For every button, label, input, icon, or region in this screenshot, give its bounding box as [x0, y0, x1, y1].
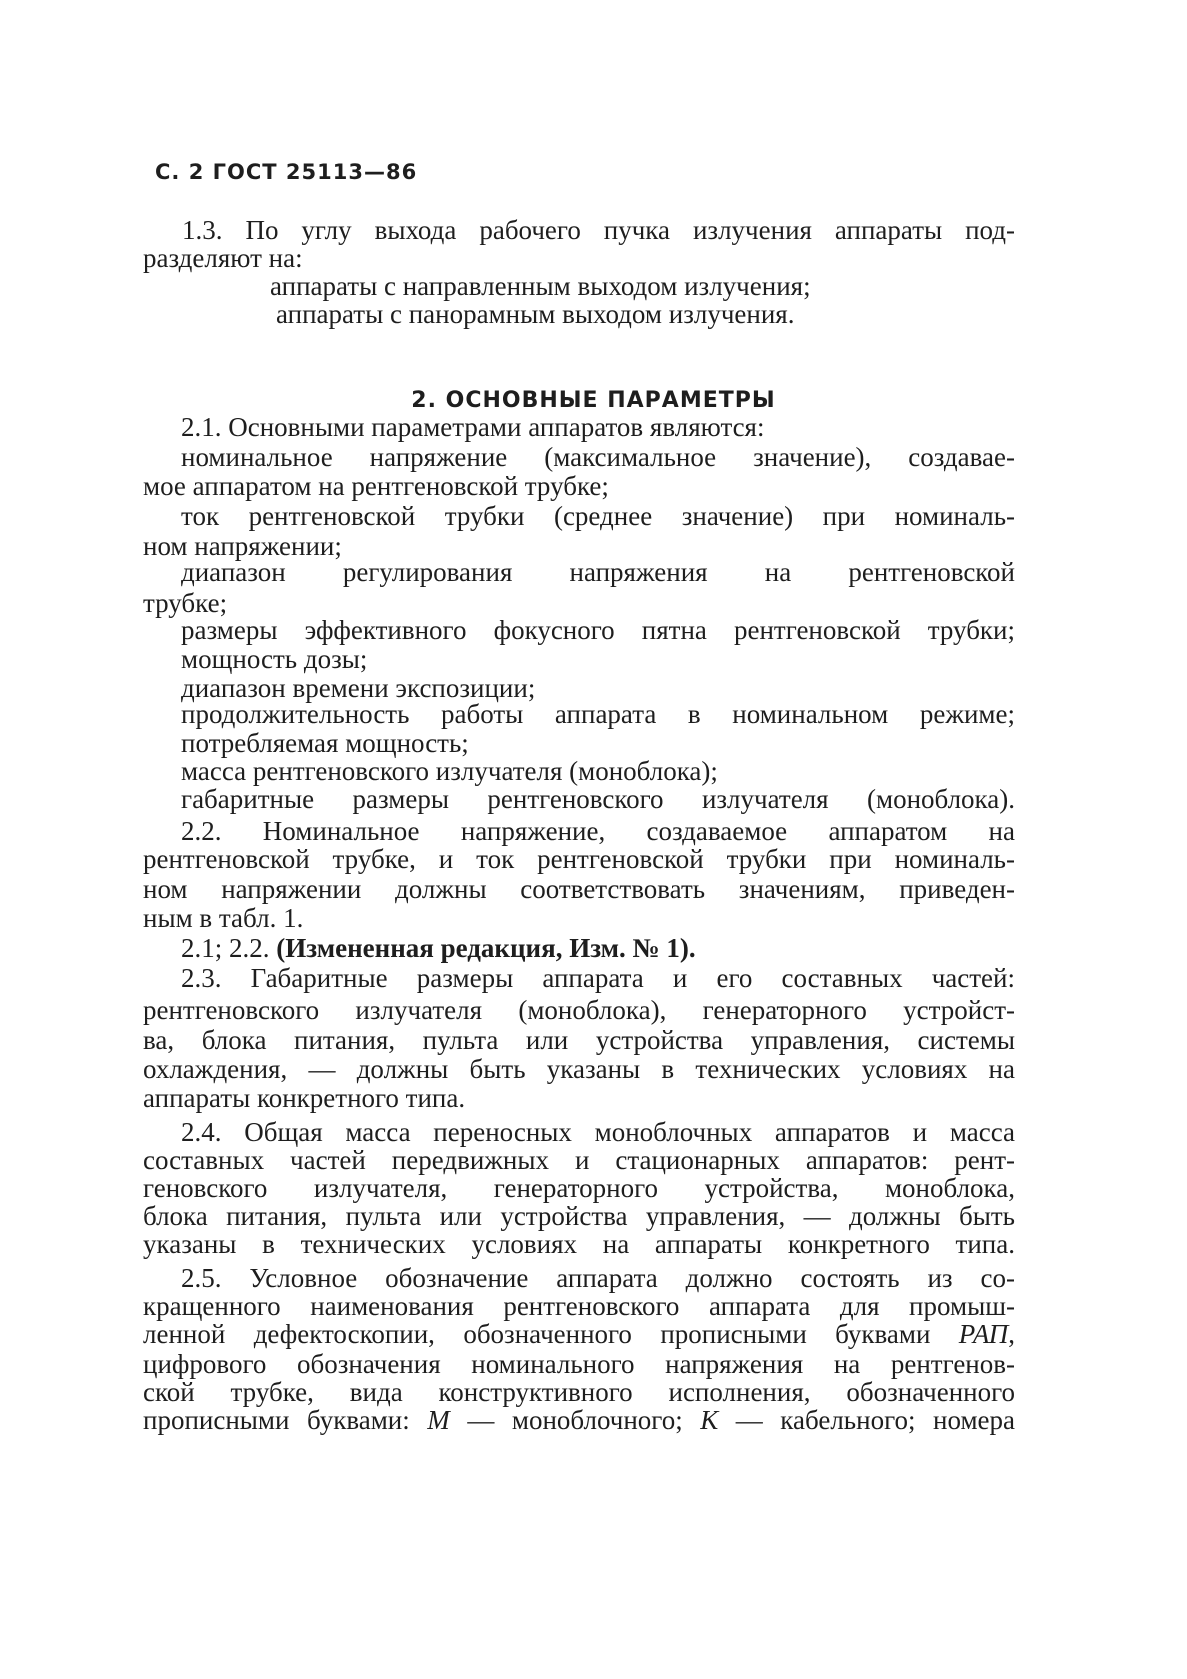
text-line: ном напряжении; — [143, 531, 342, 561]
text-line: составных частей передвижных и стационарных аппаратов: рент- — [143, 1145, 1015, 1175]
text-line: диапазон времени экспозиции; — [181, 673, 536, 703]
text-line: ном напряжении должны соответствовать значениям, приведен- — [143, 874, 1015, 904]
text-segment: ленной дефектоскопии, обозначенного прописными буквами — [143, 1319, 931, 1349]
letter-k: К — [700, 1405, 719, 1435]
text-line: ток рентгеновской трубки (среднее значение) при номиналь- — [181, 501, 1015, 531]
section-title: 2. ОСНОВНЫЕ ПАРАМЕТРЫ — [411, 388, 776, 413]
text-line: цифрового обозначения номинального напряжения на рентгенов- — [143, 1349, 1015, 1379]
text-line: размеры эффективного фокусного пятна рентгеновской трубки; — [181, 615, 1015, 645]
text-line: аппараты с направленным выходом излучения; — [270, 271, 811, 301]
text-line — [143, 1404, 1015, 1436]
text-line: указаны в технических условиях на аппараты конкретного типа. — [143, 1229, 1015, 1259]
page-header: С. 2 ГОСТ 25113—86 — [155, 160, 418, 184]
text-line: 1.3. По углу выхода рабочего пучка излучения аппараты под- — [182, 215, 1015, 245]
text-line — [143, 1318, 1015, 1350]
text-line: ской трубке, вида конструктивного исполнения, обозначенного — [143, 1377, 1015, 1407]
amendment-label: (Измененная редакция, Изм. № 1). — [276, 933, 696, 963]
text-line: рентгеновского излучателя (моноблока), генераторного устройст- — [143, 995, 1015, 1025]
text-line: номинальное напряжение (максимальное значение), создавае- — [181, 442, 1015, 472]
text-line: аппараты с панорамным выходом излучения. — [276, 299, 795, 329]
text-segment: , — [1008, 1319, 1015, 1349]
amendment-ref: 2.1; 2.2. — [181, 933, 270, 963]
text-line: трубке; — [143, 588, 228, 618]
text-line: мое аппаратом на рентгеновской трубке; — [143, 471, 609, 501]
text-line: ва, блока питания, пульта или устройства управления, системы — [143, 1025, 1015, 1055]
text-line: потребляемая мощность; — [181, 728, 469, 758]
text-line: разделяют на: — [143, 243, 303, 273]
text-line: охлаждения, — должны быть указаны в технических условиях на — [143, 1054, 1015, 1084]
text-line: геновского излучателя, генераторного устройства, моноблока, — [143, 1173, 1015, 1203]
text-segment: прописными буквами: — [143, 1405, 410, 1435]
text-line: масса рентгеновского излучателя (моноблока); — [181, 756, 718, 786]
text-line: аппараты конкретного типа. — [143, 1083, 466, 1113]
text-line: 2.3. Габаритные размеры аппарата и его составных частей: — [181, 963, 1015, 993]
text-line: блока питания, пульта или устройства управления, — должны быть — [143, 1201, 1015, 1231]
text-line: продолжительность работы аппарата в номинальном режиме; — [181, 699, 1015, 729]
text-line: 2.1. Основными параметрами аппаратов являются: — [181, 412, 765, 442]
text-line: кращенного наименования рентгеновского аппарата для промыш- — [143, 1291, 1015, 1321]
text-line: мощность дозы; — [181, 644, 368, 674]
text-segment: — моноблочного; — [467, 1405, 683, 1435]
text-line: диапазон регулирования напряжения на рентгеновской — [181, 557, 1015, 587]
text-line: рентгеновской трубке, и ток рентгеновской трубки при номиналь- — [143, 844, 1015, 874]
letter-m: М — [427, 1405, 450, 1435]
text-line: 2.5. Условное обозначение аппарата должно состоять из со- — [181, 1263, 1015, 1293]
amendment-note — [181, 932, 696, 964]
text-line: 2.2. Номинальное напряжение, создаваемое аппаратом на — [181, 816, 1015, 846]
abbreviation-rap: РАП — [958, 1319, 1009, 1349]
text-line: 2.4. Общая масса переносных моноблочных аппаратов и масса — [181, 1117, 1015, 1147]
text-segment: — кабельного; номера — [735, 1405, 1016, 1435]
text-line: габаритные размеры рентгеновского излучателя (моноблока). — [181, 784, 1015, 814]
text-line: ным в табл. 1. — [143, 903, 304, 933]
